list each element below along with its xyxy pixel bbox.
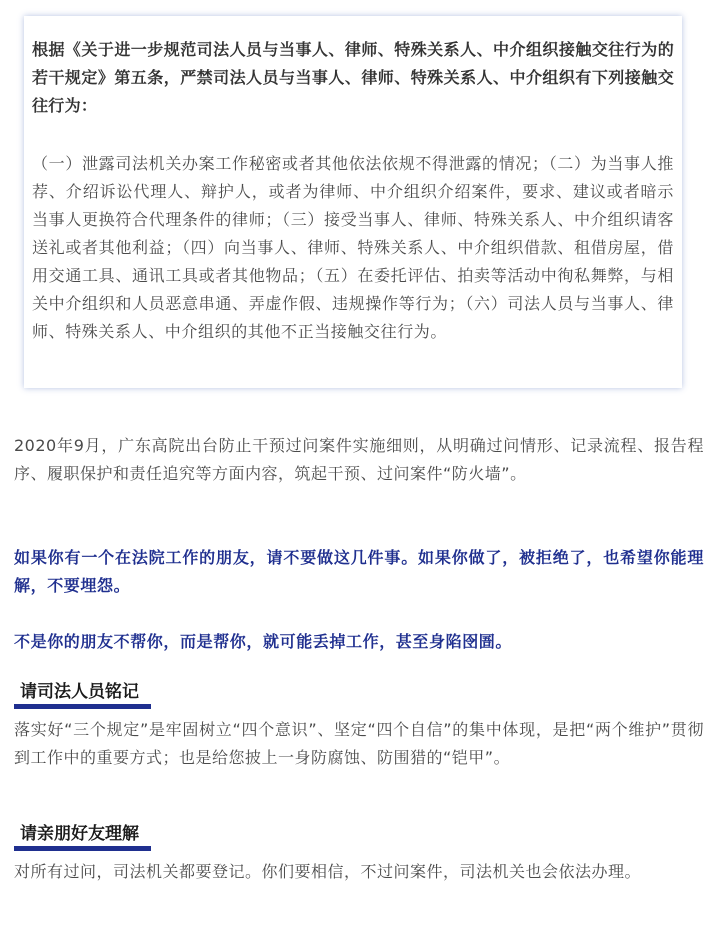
regulation-quote-box [24, 16, 682, 388]
section-heading-judicial-staff [14, 680, 145, 704]
regulation-quote-body: （一）泄露司法机关办案工作秘密或者其他依法依规不得泄露的情况；（二）为当事人推荐、介绍诉讼代理人、辩护人，或者为律师、中介组织介绍案件，要求、建议或者暗示当事人更换符合代理条件的律师；（三）接受当事人、律师、特殊关系人、中介组织请客送礼或者其他利益；（四）向当事人、律师、特殊关系人、中介组织借款、租借房屋，借用交通工具、通讯工具或者其他物品；（五）在委托评估、拍卖等活动中徇私舞弊，与相关中介组织和人员恶意串通、弄虚作假、违规操作等行为；（六）司法人员与当事人、律师、特殊关系人、中介组织的其他不正当接触交往行为。 [32, 154, 674, 341]
regulation-quote-title: 根据《关于进一步规范司法人员与当事人、律师、特殊关系人、中介组织接触交往行为的若干规定》第五条，严禁司法人员与当事人、律师、特殊关系人、中介组织有下列接触交往行为： [32, 40, 674, 115]
section2-body-paragraph: 对所有过问，司法机关都要登记。你们要相信，不过问案件，司法机关也会依法办理。 [14, 862, 642, 881]
friend-note-paragraph-1: 如果你有一个在法院工作的朋友，请不要做这几件事。如果你做了，被拒绝了，也希望你能理解，不要埋怨。 [14, 548, 704, 595]
section-heading-friends-family [14, 822, 145, 846]
guangdong-paragraph: 2020年9月，广东高院出台防止干预过问案件实施细则，从明确过问情形、记录流程、报告程序、履职保护和责任追究等方面内容，筑起干预、过问案件“防火墙”。 [14, 436, 704, 483]
section-heading-friends-family-text: 请亲朋好友理解 [20, 824, 139, 844]
section-heading-underline [14, 704, 151, 709]
friend-note-paragraph-2: 不是你的朋友不帮你，而是帮你，就可能丢掉工作，甚至身陷囹圄。 [14, 632, 513, 651]
section1-body-paragraph: 落实好“三个规定”是牢固树立“四个意识”、坚定“四个自信”的集中体现，是把“两个维护”贯彻到工作中的重要方式；也是给您披上一身防腐蚀、防围猎的“铠甲”。 [14, 720, 704, 767]
section-heading-underline [14, 846, 151, 851]
section-heading-judicial-staff-text: 请司法人员铭记 [20, 682, 139, 702]
